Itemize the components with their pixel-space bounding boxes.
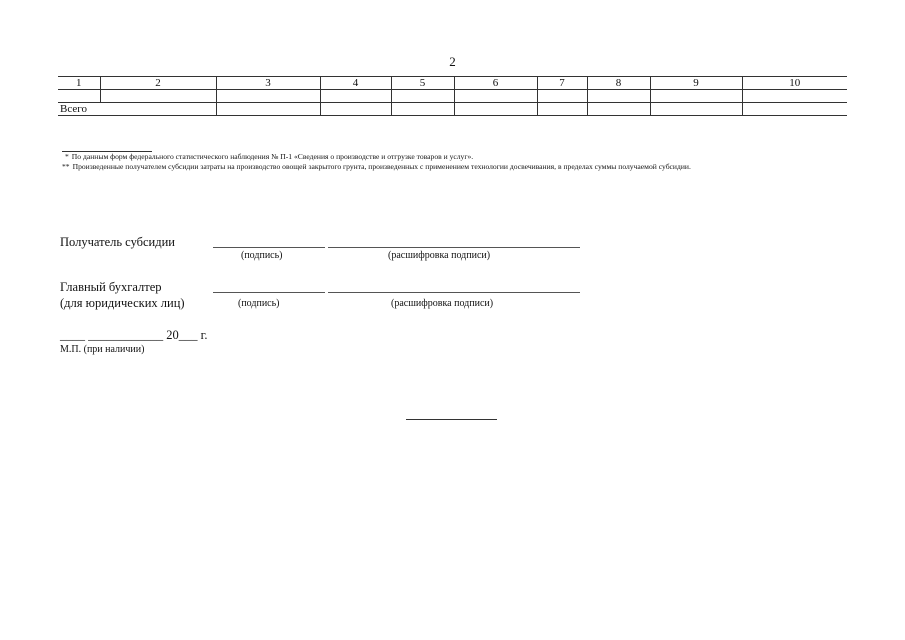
table-cell bbox=[454, 103, 537, 116]
recipient-label: Получатель субсидии bbox=[60, 235, 175, 249]
table-header-cell: 1 bbox=[58, 77, 100, 90]
table-row bbox=[58, 90, 847, 103]
accountant-name-line[interactable] bbox=[328, 292, 580, 293]
table-header-cell: 9 bbox=[650, 77, 742, 90]
recipient-name-caption: (расшифровка подписи) bbox=[388, 250, 491, 261]
table-cell bbox=[587, 103, 650, 116]
table-cell bbox=[216, 103, 320, 116]
footnote-text: По данным форм федерального статистического наблюдения № П-1 «Сведения о производстве и отгрузке товаров и услуг». bbox=[71, 152, 474, 161]
table-header-cell: 3 bbox=[216, 77, 320, 90]
table-cell bbox=[391, 90, 454, 103]
table-header-cell: 2 bbox=[100, 77, 216, 90]
recipient-name-line[interactable] bbox=[328, 247, 580, 248]
table-cell bbox=[742, 103, 847, 116]
table-cell bbox=[650, 103, 742, 116]
table-cell bbox=[391, 103, 454, 116]
accountant-name-caption: (расшифровка подписи) bbox=[391, 298, 494, 309]
date-line[interactable]: ____ ____________ 20___ г. bbox=[60, 328, 208, 342]
table-cell bbox=[742, 90, 847, 103]
table-cell bbox=[537, 103, 587, 116]
recipient-signature-caption: (подпись) bbox=[241, 250, 283, 261]
recipient-signature-line[interactable] bbox=[213, 247, 325, 248]
table-header-cell: 8 bbox=[587, 77, 650, 90]
table-cell bbox=[216, 90, 320, 103]
accountant-signature-line[interactable] bbox=[213, 292, 325, 293]
footnote-marker: * bbox=[65, 152, 69, 161]
table-total-row bbox=[58, 103, 847, 116]
footnotes bbox=[58, 152, 848, 172]
table-header-cell: 6 bbox=[454, 77, 537, 90]
table-header-cell: 4 bbox=[320, 77, 391, 90]
footnote-marker: ** bbox=[62, 162, 70, 171]
table-cell bbox=[454, 90, 537, 103]
table-header-cell: 5 bbox=[391, 77, 454, 90]
stamp-label: М.П. (при наличии) bbox=[60, 344, 145, 355]
table-cell bbox=[320, 103, 391, 116]
footnote-1 bbox=[58, 152, 848, 162]
table-header-cell: 10 bbox=[742, 77, 847, 90]
table-header-row bbox=[58, 77, 847, 90]
table-cell bbox=[587, 90, 650, 103]
table-cell bbox=[320, 90, 391, 103]
page-number: 2 bbox=[449, 54, 456, 69]
table-header-cell: 7 bbox=[537, 77, 587, 90]
end-divider bbox=[406, 419, 497, 420]
data-table bbox=[58, 76, 847, 116]
table-cell bbox=[650, 90, 742, 103]
accountant-label: Главный бухгалтер bbox=[60, 280, 162, 294]
accountant-signature-caption: (подпись) bbox=[238, 298, 280, 309]
table-cell bbox=[100, 90, 216, 103]
table-cell bbox=[58, 90, 100, 103]
footnote-2 bbox=[58, 162, 848, 172]
footnote-text: Произведенные получателем субсидии затраты на производство овощей закрытого грунта, произведенных с применением технологии досвечивания, в пределах суммы получаемой субсидии. bbox=[72, 162, 691, 171]
table-cell bbox=[537, 90, 587, 103]
total-label: Всего bbox=[58, 103, 216, 116]
accountant-label-qualifier: (для юридических лиц) bbox=[60, 296, 185, 310]
